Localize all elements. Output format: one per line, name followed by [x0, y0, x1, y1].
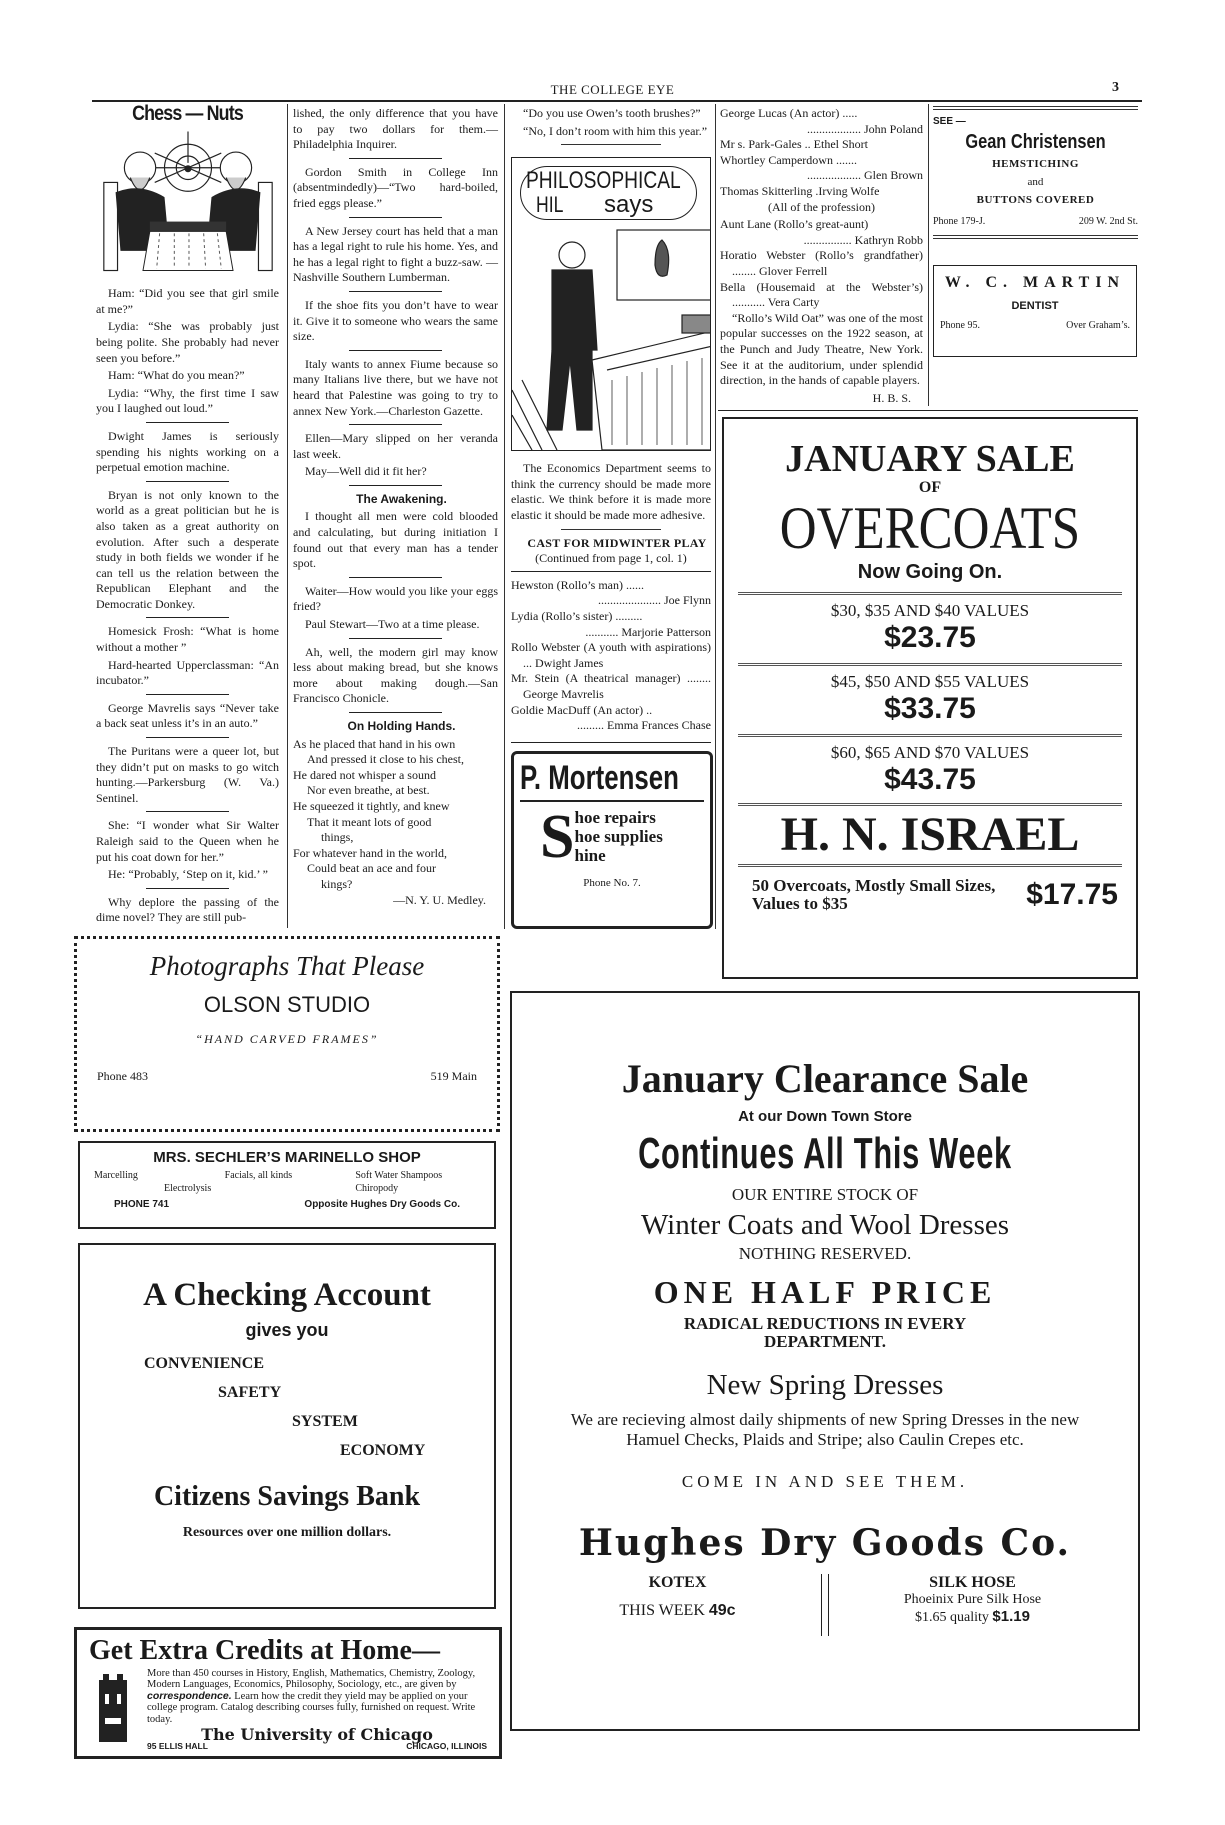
cast-entry: Bella (Housemaid at the Webster’s) ........... Vera Carty	[720, 279, 923, 310]
israel-sub: Now Going On.	[857, 561, 1003, 584]
chicago-body-row	[89, 1668, 487, 1753]
hughes-location: At our Down Town Store	[738, 1108, 912, 1125]
cast-entry: Goldie MacDuff (An actor) ..	[511, 702, 653, 717]
article-separator	[349, 350, 441, 351]
hn-israel-ad	[722, 417, 1138, 979]
olson-contact	[97, 1069, 477, 1084]
citizens-bank-ad	[78, 1243, 496, 1609]
verse-line: As he placed that hand in his own	[293, 736, 456, 751]
benefit: ECONOMY	[340, 1441, 426, 1459]
gean-service-1: HEMSTICHING	[992, 158, 1079, 170]
cast-entry: .................. John Poland	[806, 121, 923, 136]
silk-hose-title: SILK HOSE	[929, 1574, 1016, 1591]
verse-line: He dared not whisper a sound	[293, 767, 436, 782]
mortensen-ad	[511, 751, 713, 929]
divider	[511, 571, 711, 572]
article-text: He: “Probably, ‘Step on it, kid.’ ”	[108, 867, 268, 882]
column-2	[288, 104, 502, 908]
column-1-articles	[96, 286, 279, 926]
article-separator	[146, 811, 228, 812]
article-text: Lydia: “Why, the first time I saw you I laughed out loud.”	[96, 385, 279, 416]
gean-christensen-ad	[933, 104, 1138, 239]
service: Facials, all kinds	[224, 1169, 293, 1181]
olson-phone: Phone 483	[97, 1068, 148, 1083]
right-stack	[718, 104, 1138, 979]
article-text: Lydia: “She was probably just being polite. She probably had never seen you before.”	[96, 319, 279, 365]
cast-entry: ..................... Joe Flynn	[597, 593, 711, 608]
cast-entry: ................ Kathryn Robb	[803, 232, 923, 247]
sechler-ad	[78, 1141, 496, 1229]
article-text: Hard-hearted Upperclassman: “An incubator.”	[96, 657, 279, 688]
article-text: Dwight James is seriously spending his nights working on a perpetual emotion machine.	[96, 428, 279, 475]
ad-rule	[933, 106, 1138, 110]
chicago-body-pre: More than 450 courses in History, English, Mathematics, Chemistry, Zoology, Modern Languages, Economics, Philosophy, Sociology, etc., are given by	[147, 1667, 476, 1691]
martin-address: Over Graham’s.	[1066, 320, 1130, 331]
ad-rule	[738, 592, 1122, 595]
martin-phone: Phone 95.	[940, 320, 980, 331]
article-text: The Economics Department seems to think the currency should be made more elastic. We think before it is made more elastic it should be made more adhesive.	[511, 461, 711, 522]
article-text: “No, I don’t room with him this year.”	[523, 123, 708, 138]
cartoon-title-line1: PHILOSOPHICAL	[526, 167, 681, 195]
sechler-location: Opposite Hughes Dry Goods Co.	[304, 1198, 460, 1210]
gean-and: and	[1027, 176, 1044, 188]
see-label: SEE —	[933, 116, 966, 127]
article-text: Ah, well, the modern girl may know less about making bread, but she knows more about making dough.—San Francisco Chonicle.	[293, 644, 498, 706]
bank-name: Citizens Savings Bank	[153, 1480, 421, 1512]
article-text: She: “I wonder what Sir Walter Raleigh said to the Queen when he put his coat down for her.”	[96, 818, 279, 864]
silk-hose-line	[829, 1608, 1116, 1626]
ad-rule	[738, 734, 1122, 737]
gean-name: Gean Christensen	[965, 131, 1106, 153]
sechler-phone: PHONE 741	[114, 1198, 170, 1210]
article-separator	[349, 577, 441, 578]
article-text: If the shoe fits you don’t have to wear it. Give it to someone who wears the same size.	[293, 297, 498, 344]
gean-contact	[933, 216, 1138, 227]
benefit: SAFETY	[218, 1383, 282, 1401]
chess-players-illustration	[96, 122, 280, 282]
price-tier	[724, 592, 1136, 655]
hughes-store-name: Hughes Dry Goods Co.	[578, 1522, 1072, 1564]
chicago-body-em: correspondence.	[147, 1689, 232, 1702]
column-3-bottom-articles	[511, 461, 711, 734]
column-4-articles	[720, 106, 923, 406]
article-text: “Rollo’s Wild Oat” was one of the most popular successes on the 1922 season, at the Punch and Judy Theatre, New York. See it at the auditorium, under splendid direction, in the hands of capable players.	[720, 310, 923, 388]
mortensen-big-letter: S	[540, 802, 575, 871]
article-text: “Do you use Owen’s tooth brushes?”	[523, 106, 701, 120]
cast-entry: Rollo Webster (A youth with aspirations) ... Dwight James	[511, 640, 711, 670]
article-separator	[349, 712, 441, 713]
cast-entry: ......... Emma Frances Chase	[577, 718, 711, 733]
silk-hose-special	[829, 1574, 1116, 1636]
service: Electrolysis	[164, 1182, 212, 1194]
israel-item: OVERCOATS	[779, 495, 1081, 562]
verse-line: For whatever hand in the world,	[293, 845, 447, 860]
article-separator	[349, 291, 441, 292]
hughes-continues: Continues All This Week	[638, 1129, 1012, 1178]
verse-line: Could beat an ace and four	[307, 861, 436, 876]
article-separator	[349, 485, 441, 486]
article-separator	[146, 737, 228, 738]
olson-headline: Photographs That Please	[149, 950, 425, 981]
ad-rule	[933, 235, 1138, 239]
gean-phone: Phone 179-J.	[933, 216, 986, 227]
article-text: Ham: “Did you see that girl smile at me?”	[96, 286, 279, 316]
cast-entry: Aunt Lane (Rollo’s great-aunt)	[720, 217, 869, 232]
martin-contact	[940, 320, 1130, 331]
article-separator	[146, 422, 228, 423]
article-separator	[146, 617, 228, 618]
article-text: Why deplore the passing of the dime novel? They are still pub-	[96, 894, 279, 925]
page-number: 3	[1112, 80, 1119, 95]
price-tier	[724, 663, 1136, 726]
tier-label: $45, $50 AND $55 VALUES	[830, 672, 1030, 692]
cast-entry: Thomas Skitterling .Irving Wolfe	[720, 183, 880, 198]
column-4	[718, 104, 929, 406]
article-separator	[561, 144, 661, 145]
benefit: SYSTEM	[292, 1412, 358, 1430]
service: Chiropody	[355, 1182, 399, 1194]
silk-hose-price: $1.19	[992, 1608, 1030, 1625]
verse-line: things,	[321, 830, 354, 845]
article-separator	[349, 638, 441, 639]
olson-name: OLSON STUDIO	[203, 991, 371, 1017]
bank-headline: A Checking Account	[143, 1276, 431, 1313]
article-text: H. B. S.	[872, 390, 911, 405]
martin-title: DENTIST	[1011, 300, 1059, 312]
column-2-articles	[293, 106, 498, 908]
cast-entry: ........... Marjorie Patterson	[585, 624, 711, 639]
hughes-title: January Clearance Sale	[621, 1056, 1029, 1101]
column-3-top-articles	[511, 106, 711, 151]
tower-icon	[93, 1674, 133, 1744]
price-tier	[724, 734, 1136, 797]
article-text: Homesick Frosh: “What is home without a mother ”	[96, 624, 279, 655]
israel-special	[724, 867, 1136, 913]
mortensen-phone: Phone No. 7.	[583, 876, 641, 889]
silk-hose-text: Phoeinix Pure Silk Hose	[903, 1592, 1042, 1607]
chicago-body	[147, 1668, 487, 1753]
hughes-spring-text: We are recieving almost daily shipments of new Spring Dresses in the new Hamuel Checks, Plaids and Stripe; also Caulin Crepes etc.	[570, 1410, 1080, 1449]
ad-rule	[738, 663, 1122, 666]
cast-entry: George Lucas (An actor) .....	[720, 106, 858, 120]
article-text: Paul Stewart—Two at a time please.	[305, 617, 480, 632]
cast-entry: Horatio Webster (Rollo’s grandfather) ........ Glover Ferrell	[720, 248, 923, 278]
divider	[821, 1574, 829, 1636]
verse-line: That it meant lots of good	[307, 814, 432, 829]
column-5-ads	[929, 104, 1138, 357]
hughes-items: Winter Coats and Wool Dresses	[640, 1209, 1010, 1241]
article-text: (Continued from page 1, col. 1)	[535, 551, 687, 566]
article-text: A New Jersey court has held that a man has a legal right to rule his home. Yes, and he has a legal right to fight a buzz-saw. —Nashville Southern Lumberman.	[293, 223, 498, 285]
israel-title: JANUARY SALE	[785, 438, 1075, 481]
article-text: Italy wants to annex Fiume because so many Italians live there, but we have not heard that Palestine was going to try to annex New York.—Charleston Gazette.	[293, 356, 498, 418]
article-text: Ellen—Mary slipped on her veranda last week.	[293, 431, 498, 461]
article-text: The Puritans were a queer lot, but they didn’t put on masks to go witch hunting.—Parkersburg (W. Va.) Sentinel.	[96, 744, 279, 805]
cast-entry: Mr. Stein (A theatrical manager) ........ George Mavrelis	[511, 671, 711, 701]
mortensen-name: P. Mortensen	[520, 758, 679, 797]
tier-price: $33.75	[884, 692, 976, 726]
verse-line: Nor even breathe, at best.	[307, 783, 430, 798]
israel-of: OF	[918, 479, 942, 497]
mortensen-services	[520, 802, 704, 871]
chicago-name: The University of Chicago	[201, 1725, 433, 1745]
cast-entry: Lydia (Rollo’s sister) .........	[511, 608, 643, 623]
article-separator	[146, 481, 228, 482]
cartoon-title-line2b: says	[604, 191, 654, 219]
article-heading: On Holding Hands.	[347, 719, 456, 733]
tier-label: $30, $35 AND $40 VALUES	[830, 601, 1030, 621]
article-text: Gordon Smith in College Inn (absentmindedly)—“Two hard-boiled, fried eggs please.”	[293, 164, 498, 210]
article-heading: The Awakening.	[356, 491, 447, 506]
article-text: Ham: “What do you mean?”	[108, 368, 245, 383]
column-1	[74, 104, 288, 928]
tier-price: $23.75	[884, 621, 976, 655]
olson-address: 519 Main	[430, 1068, 477, 1083]
cast-entry: .................. Glen Brown	[807, 168, 923, 183]
article-separator	[146, 888, 228, 889]
chicago-headline: Get Extra Credits at Home—	[89, 1634, 440, 1666]
gean-service-2: BUTTONS COVERED	[976, 194, 1095, 206]
article-text: lished, the only difference that you have to pay two dollars for them.—Philadelphia Inquirer.	[293, 106, 498, 152]
article-separator	[349, 217, 441, 218]
verse-line: And pressed it close to his chest,	[307, 752, 464, 767]
olson-tagline: “HAND CARVED FRAMES”	[195, 1031, 379, 1046]
cast-entry: Hewston (Rollo’s man) ......	[511, 577, 644, 592]
hughes-specials	[534, 1574, 1116, 1636]
verse-line: kings?	[321, 876, 353, 891]
sechler-contact	[94, 1199, 480, 1210]
article-text: May—Well did it fit her?	[305, 464, 427, 479]
israel-store-name: H. N. ISRAEL	[780, 808, 1080, 862]
ad-rule	[520, 800, 704, 802]
hughes-spring: New Spring Dresses	[706, 1369, 944, 1401]
olson-studio-ad	[74, 936, 500, 1132]
philosopher-illustration	[512, 220, 711, 450]
column-3	[504, 104, 716, 929]
chess-nuts-heading: Chess — Nuts	[132, 102, 243, 125]
chicago-city: CHICAGO, ILLINOIS	[406, 1740, 487, 1751]
benefit: CONVENIENCE	[144, 1354, 265, 1372]
hughes-come: COME IN AND SEE THEM.	[681, 1472, 969, 1491]
gean-address: 209 W. 2nd St.	[1078, 216, 1138, 227]
article-text: Waiter—How would you like your eggs fried?	[293, 583, 498, 614]
price-tiers	[724, 592, 1136, 797]
bank-resources: Resources over one million dollars.	[182, 1524, 392, 1540]
article-separator	[561, 529, 661, 530]
columns-1-2	[74, 104, 502, 928]
article-heading: CAST FOR MIDWINTER PLAY	[527, 535, 707, 550]
sechler-name: MRS. SECHLER’S MARINELLO SHOP	[153, 1148, 421, 1166]
columns-4-5	[718, 104, 1138, 411]
article-text: —N. Y. U. Medley.	[393, 892, 486, 907]
verse-line: He squeezed it tightly, and knew	[293, 798, 450, 813]
article-separator	[349, 158, 441, 159]
tier-label: $60, $65 AND $70 VALUES	[830, 743, 1030, 763]
cartoon-title-line2a: HIL	[536, 192, 564, 218]
top-rule	[92, 100, 1142, 102]
service-line: hine	[574, 845, 606, 865]
sechler-services	[94, 1169, 480, 1195]
hughes-dry-goods-ad	[510, 991, 1140, 1731]
left-stack	[74, 104, 502, 1759]
divider	[511, 742, 711, 743]
masthead-title: THE COLLEGE EYE	[550, 82, 675, 97]
article-text: Bryan is not only known to the world as a great politician but he is also taken as a great authority on evolution. After such a desperate study in both fields we wonder if he can tell us the relation between the Republican Elephant and the Democratic Donkey.	[96, 487, 279, 611]
kotex-line	[534, 1602, 821, 1620]
hughes-half-price: ONE HALF PRICE	[653, 1274, 997, 1310]
bank-benefits	[100, 1349, 474, 1465]
martin-name: W. C. MARTIN	[944, 274, 1126, 291]
cast-entry: Whortley Camperdown .......	[720, 152, 857, 167]
service: Soft Water Shampoos	[355, 1169, 443, 1181]
silk-hose-quality: $1.65 quality	[915, 1610, 989, 1625]
cast-entry: Mr s. Park-Gales .. Ethel Short	[720, 137, 868, 152]
israel-special-price: $17.75	[1026, 878, 1118, 912]
tier-price: $43.75	[884, 763, 976, 797]
chicago-body-post: Learn how the credit they yield may be applied on your college program. Catalog describing courses fully, furnished on request. Write today.	[147, 1690, 476, 1725]
wc-martin-ad	[933, 265, 1137, 357]
article-separator	[349, 424, 441, 425]
philosophical-phil-cartoon	[511, 157, 711, 451]
mortensen-lines	[574, 808, 662, 865]
service-line: hoe repairs	[574, 807, 656, 827]
hughes-radical: RADICAL REDUCTIONS IN EVERY DEPARTMENT.	[683, 1314, 967, 1351]
article-text: I thought all men were cold blooded and calculating, but during initiation I found out that every man has a tender spot.	[293, 509, 498, 571]
chicago-address: 95 ELLIS HALL	[147, 1740, 208, 1751]
hughes-reserved: NOTHING RESERVED.	[738, 1244, 912, 1263]
service-line: hoe supplies	[574, 826, 663, 846]
kotex-price: 49c	[708, 1602, 736, 1619]
kotex-title: KOTEX	[648, 1574, 707, 1591]
university-chicago-ad	[74, 1627, 502, 1760]
bank-sub: gives you	[245, 1319, 329, 1340]
service: Marcelling	[94, 1169, 138, 1181]
kotex-text: THIS WEEK	[619, 1602, 705, 1619]
article-text: George Mavrelis says “Never take a back seat unless it’s in an auto.”	[96, 700, 279, 731]
hughes-stock: OUR ENTIRE STOCK OF	[731, 1185, 919, 1204]
article-separator	[146, 694, 228, 695]
kotex-special	[534, 1574, 821, 1636]
israel-special-text: 50 Overcoats, Mostly Small Sizes, Values to $35	[752, 876, 996, 914]
article-text: (All of the profession)	[768, 199, 875, 214]
